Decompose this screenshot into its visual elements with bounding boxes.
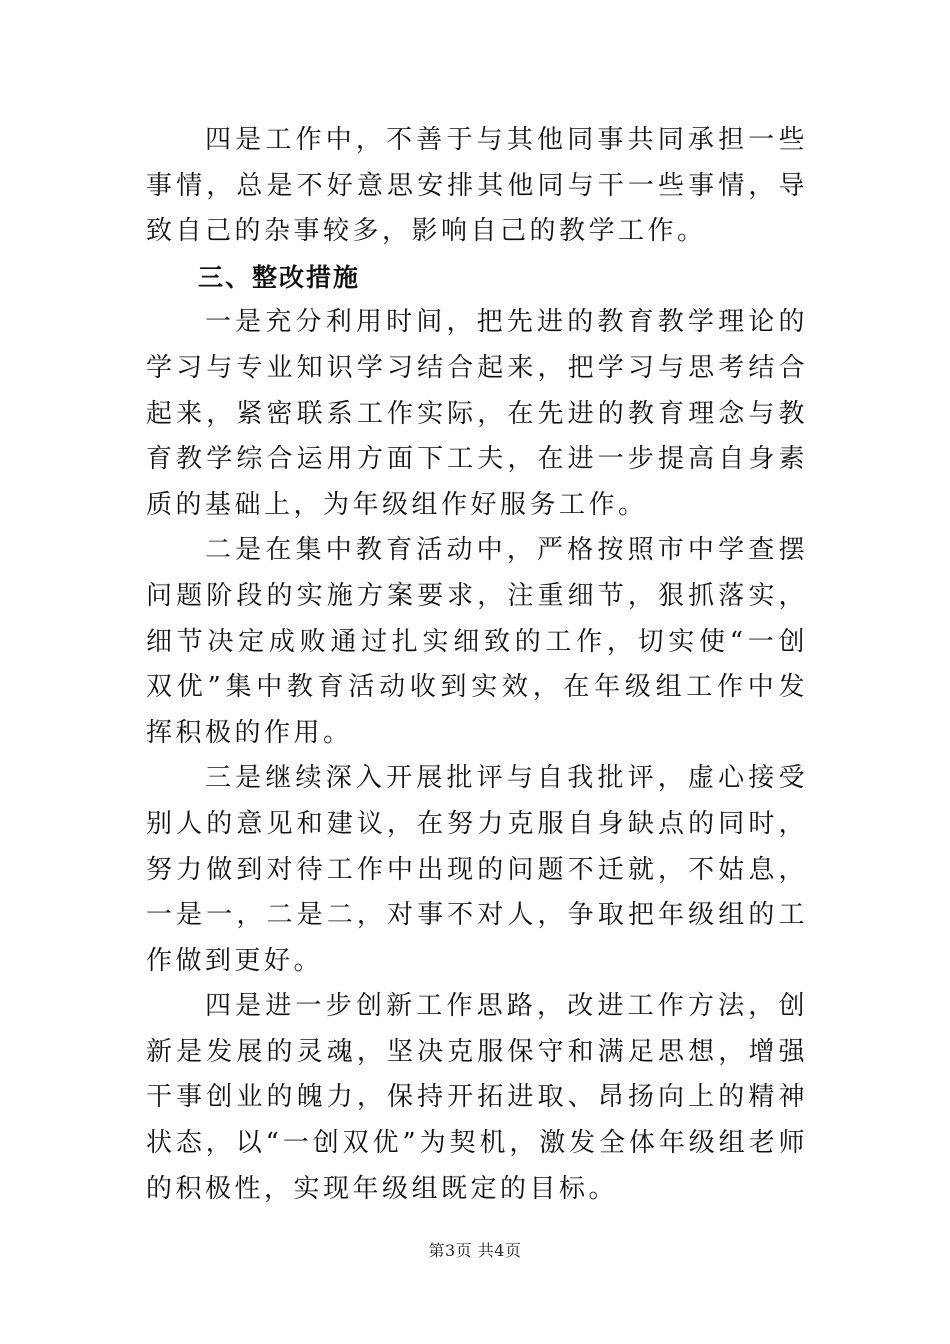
paragraph-measure-3: 三是继续深入开展批评与自我批评，虚心接受别人的意见和建议，在努力克服自身缺点的同时，努力做到对待工作中出现的问题不迁就，不姑息，一是一，二是二，对事不对人，争取把年级组的工作做到更好。 [146, 763, 808, 976]
page-number-footer: 第3页 共4页 [428, 1241, 522, 1260]
paragraph-problem-4: 四是工作中，不善于与其他同事共同承担一些事情，总是不好意思安排其他同与干一些事情，导致自己的杂事较多，影响自己的教学工作。 [146, 125, 808, 247]
paragraph-measure-1: 一是充分利用时间，把先进的教育教学理论的学习与专业知识学习结合起来，把学习与思考结合起来，紧密联系工作实际，在先进的教育理念与教育教学综合运用方面下工夫，在进一步提高自身素质的基础上，为年级组作好服务工作。 [146, 307, 808, 520]
paragraph-measure-4: 四是进一步创新工作思路，改进工作方法，创新是发展的灵魂，坚决克服保守和满足思想，增强干事创业的魄力，保持开拓进取、昂扬向上的精神状态，以“一创双优”为契机，激发全体年级组老师的积极性，实现年级组既定的目标。 [146, 991, 808, 1204]
document-body [146, 118, 808, 1212]
paragraph-measure-2: 二是在集中教育活动中，严格按照市中学查摆问题阶段的实施方案要求，注重细节，狠抓落实，细节决定成败通过扎实细致的工作，切实使“一创双优”集中教育活动收到实效，在年级组工作中发挥积极的作用。 [146, 535, 808, 748]
section-heading-rectification: 三、整改措施 [198, 262, 361, 292]
